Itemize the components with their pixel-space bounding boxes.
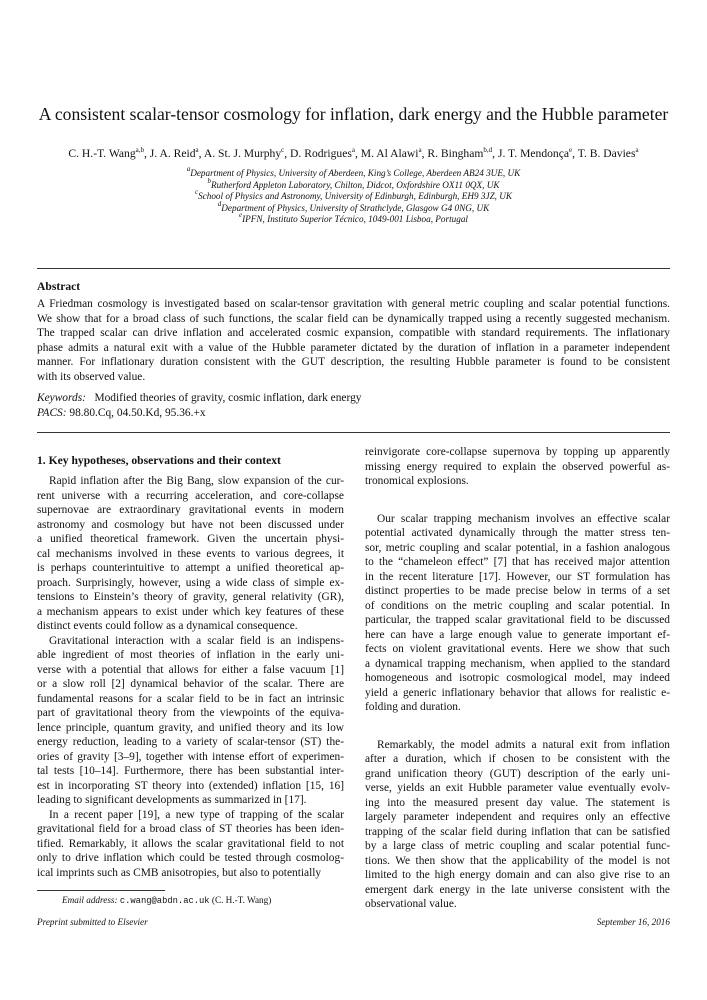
- abstract-line: with its observed value.: [37, 370, 146, 383]
- author-affiliation-mark: b,d: [483, 146, 493, 154]
- text-line: of conditions on the metric coupling and scalar potential. In: [365, 599, 670, 612]
- abstract-line: The trapped scalar can drive inflation and accelerated cosmic expansion, compatible with standard requirements. The inflationary: [37, 327, 670, 339]
- affiliation-mark: e: [239, 211, 243, 220]
- paper-title: A consistent scalar-tensor cosmology for inflation, dark energy and the Hubble parameter: [38, 104, 669, 124]
- text-line: observational value.: [365, 898, 457, 910]
- paragraph: [37, 474, 344, 634]
- text-line: tronomical explosions.: [365, 475, 469, 487]
- affiliation-mark: b: [207, 176, 211, 185]
- text-line: In a recent paper [19], a new type of trapping of the scalar: [49, 808, 344, 821]
- affiliation-line: [0, 199, 707, 215]
- footnote-rule: [37, 890, 165, 891]
- preprint-note: Preprint submitted to Elsevier: [37, 917, 148, 927]
- text-line: ories of gravity [3–9], together with intense effort of experimen-: [37, 750, 344, 763]
- affiliations: [0, 165, 707, 226]
- abstract-text: [37, 297, 670, 384]
- author-name: T. B. Davies: [577, 147, 636, 160]
- keywords-value: Modified theories of gravity, cosmic inflation, dark energy: [94, 392, 362, 404]
- affiliation-text: IPFN, Instituto Superior Técnico, 1049-001 Lisboa, Portugal: [242, 214, 468, 225]
- affiliation-text: Rutherford Appleton Laboratory, Chilton, Didcot, Oxfordshire OX11 0QX, UK: [210, 179, 500, 190]
- author-affiliation-mark: c: [281, 146, 285, 154]
- affiliation-line: [0, 188, 707, 203]
- text-line: distinct properties to be made precise below in terms of a set: [365, 585, 670, 597]
- text-line: leading to significant developments as summarized in [17].: [37, 794, 307, 806]
- text-line: Rapid inflation after the Big Bang, slow expansion of the cur-: [49, 475, 344, 487]
- abstract-line: A Friedman cosmology is investigated based on scalar-tensor gravitation with general metric coupling and scalar potential functions.: [37, 298, 670, 310]
- text-line: grand unification theory (GUT) description of the early uni-: [365, 767, 670, 780]
- divider: [37, 268, 670, 269]
- text-line: trapping of the scalar field during inflation that can be satisfied: [365, 825, 670, 838]
- text-line: tensions to Einstein’s theory of gravity, general relativity (GR),: [37, 591, 344, 603]
- keywords: [37, 391, 361, 420]
- text-line: rent universe with a recurring acceleration, and core-collapse: [37, 489, 344, 502]
- text-line: distinct events could follow as a dynamical consequence.: [37, 620, 298, 632]
- text-line: a mechanism appears to exist under which key features of these: [37, 605, 344, 618]
- author-name: J. A. Reid: [149, 147, 196, 160]
- section-heading: 1. Key hypotheses, observations and their context: [37, 454, 281, 467]
- text-line: gravitational field for a broad class of ST theories has been iden-: [37, 823, 344, 835]
- paragraph: [365, 445, 670, 489]
- text-line: energy reduction, leading to a variety of scalar-tensor (ST) the-: [37, 736, 344, 748]
- text-line: est in incorporating ST theory into (extended) inflation [15, 16]: [37, 779, 344, 792]
- date: September 16, 2016: [596, 917, 670, 927]
- footnote: [62, 895, 271, 906]
- author-affiliation-mark: a: [195, 146, 199, 154]
- author-affiliation-mark: a: [635, 146, 639, 154]
- abstract-line: We show that for a broad class of such functions, the scalar field can be dynamically trapped using a recently suggested mechanism.: [37, 312, 670, 325]
- affiliation-text: Department of Physics, University of Aberdeen, King’s College, Aberdeen AB24 3UE, UK: [190, 168, 521, 178]
- text-line: in the recent literature [17]. However, our ST formulation has: [365, 570, 670, 583]
- affiliation-mark: d: [217, 199, 222, 208]
- author-affiliation-mark: a: [351, 146, 355, 154]
- footnote-label: Email address:: [62, 895, 118, 905]
- author-list: [0, 147, 707, 160]
- text-line: tions. We then show that the applicability of the model is not: [365, 854, 670, 867]
- author-separator: ,: [572, 147, 578, 160]
- divider: [37, 432, 670, 433]
- text-line: after a duration, which if chosen to be consistent with the: [365, 753, 670, 765]
- paragraph: [37, 808, 344, 881]
- author-separator: ,: [144, 147, 150, 160]
- text-line: largely parameter independent and requires only an effective: [365, 811, 670, 823]
- paragraph: [365, 512, 670, 715]
- left-column: [37, 474, 344, 880]
- text-line: only to drive inflation which could be tested through cosmolog-: [37, 852, 344, 864]
- text-line: ical imprints such as CMB anisotropies, but also to potentially: [37, 866, 322, 879]
- author-affiliation-mark: e: [569, 146, 573, 154]
- affiliation-text: School of Physics and Astronomy, University of Edinburgh, Edinburgh, EH9 3JZ, UK: [198, 191, 513, 202]
- paragraph: [37, 634, 344, 808]
- text-line: yield a generic inflationary behavior that allows for realistic e-: [365, 686, 670, 699]
- text-line: cal mechanisms involved in these events to various degrees, it: [37, 547, 344, 560]
- abstract-line: phase admits a natural exit with a value of the Hubble parameter dictated by the duration of inflation in a parameter independent: [37, 341, 670, 354]
- text-line: potential activated dynamically through the matter stress ten-: [365, 527, 670, 539]
- paragraph-gap: [365, 489, 670, 512]
- text-line: sor, metric coupling and scalar potential, in a fashion analogous: [365, 541, 670, 554]
- affiliation-text: Department of Physics, University of Strathclyde, Glasgow G4 0NG, UK: [221, 202, 490, 213]
- text-line: here can have a large enough value to generate important ef-: [365, 628, 670, 641]
- author-name: D. Rodrigues: [290, 147, 352, 160]
- paragraph: [365, 738, 670, 912]
- text-line: homogeneous and isotropic cosmological model, may indeed: [365, 672, 670, 684]
- author-affiliation-mark: a,b: [135, 146, 144, 154]
- text-line: proach. Surprisingly, however, using a wide class of simple ex-: [37, 576, 344, 589]
- pacs-label: PACS:: [37, 406, 67, 419]
- text-line: part of gravitational theory from the viewpoints of the equiva-: [37, 707, 344, 719]
- paragraph-gap: [365, 715, 670, 738]
- text-line: able ingredient of most theories of inflation in the early uni-: [37, 649, 344, 661]
- text-line: fundamental reasons for a scalar field to be in fact an intrinsic: [37, 692, 344, 705]
- author-name: J. T. Mendonça: [497, 147, 570, 160]
- text-line: is perhaps counterintuitive to attempt a unified theoretical ap-: [37, 562, 344, 574]
- text-line: reinvigorate core-collapse supernova by topping up apparently: [365, 446, 670, 458]
- text-line: a unified theoretical framework. Given the uncertain physi-: [37, 533, 344, 545]
- abstract-heading: Abstract: [37, 280, 81, 293]
- email-link[interactable]: c.wang@abdn.ac.uk: [119, 896, 210, 906]
- text-line: lence principle, quantum gravity, and unified theory and its low: [37, 721, 344, 734]
- affiliation-line: [0, 165, 707, 180]
- affiliation-mark: c: [194, 188, 199, 197]
- text-line: astronomy and cosmology but have not been discussed under: [37, 518, 344, 531]
- affiliation-line: [0, 176, 707, 192]
- text-line: tified. Remarkably, it allows the scalar gravitational field to not: [37, 837, 344, 850]
- author-name: R. Bingham: [427, 147, 484, 160]
- text-line: Gravitational interaction with a scalar field is an indispens-: [49, 634, 344, 647]
- pacs-value: 98.80.Cq, 04.50.Kd, 95.36.+x: [69, 406, 206, 419]
- footnote-who: (C. H.-T. Wang): [211, 895, 272, 905]
- author-separator: ,: [355, 147, 361, 160]
- author-separator: ,: [492, 147, 498, 160]
- text-line: tal tests [10–14]. Furthermore, there has been substantial inter-: [37, 765, 344, 777]
- author-separator: ,: [421, 147, 428, 160]
- affiliation-mark: a: [186, 165, 191, 173]
- text-line: missing energy required to explain the observed powerful as-: [365, 460, 670, 473]
- author-name: M. Al Alawi: [360, 147, 419, 160]
- author-name: A. St. J. Murphy: [203, 147, 282, 160]
- abstract-line: manner. For inflationary duration consistent with the GUT description, the resulting Hubble parameter is found to be consistent: [37, 356, 670, 368]
- text-line: verse with a potential that allows for either a false vacuum [1]: [37, 663, 344, 676]
- text-line: folding and duration.: [365, 701, 461, 713]
- author-separator: ,: [284, 147, 291, 160]
- text-line: ing into the measured present day value. The statement is: [365, 796, 670, 809]
- text-line: emergent dark energy in the late universe consistent with the: [365, 883, 670, 896]
- keywords-label: Keywords:: [37, 392, 86, 404]
- affiliation-line: [0, 211, 707, 226]
- text-line: verse, yields an exit Hubble parameter value eventually evolv-: [365, 782, 670, 794]
- text-line: limited to the high energy domain and can also give rise to an: [365, 869, 670, 881]
- text-line: supernovae are extraordinary gravitational events in modern: [37, 504, 344, 516]
- author-affiliation-mark: a: [418, 146, 422, 154]
- right-column: [365, 445, 670, 912]
- text-line: Our scalar trapping mechanism involves an effective scalar: [377, 512, 670, 525]
- text-line: by a large class of metric coupling and scalar potential func-: [365, 840, 670, 852]
- text-line: to the “chameleon effect” [7] that has received major attention: [365, 556, 670, 568]
- text-line: Remarkably, the model admits a natural exit from inflation: [377, 738, 670, 751]
- author-name: C. H.-T. Wang: [68, 147, 136, 160]
- text-line: or a slow roll [2] dynamical behavior of the scalar. There are: [37, 678, 344, 690]
- text-line: particular, the trapped scalar gravitational field to be discussed: [365, 614, 670, 626]
- author-separator: ,: [198, 147, 204, 160]
- text-line: a dynamical trapping mechanism, when applied to the standard: [365, 657, 670, 670]
- text-line: fects on violent gravitational events. Here we show that such: [365, 643, 670, 655]
